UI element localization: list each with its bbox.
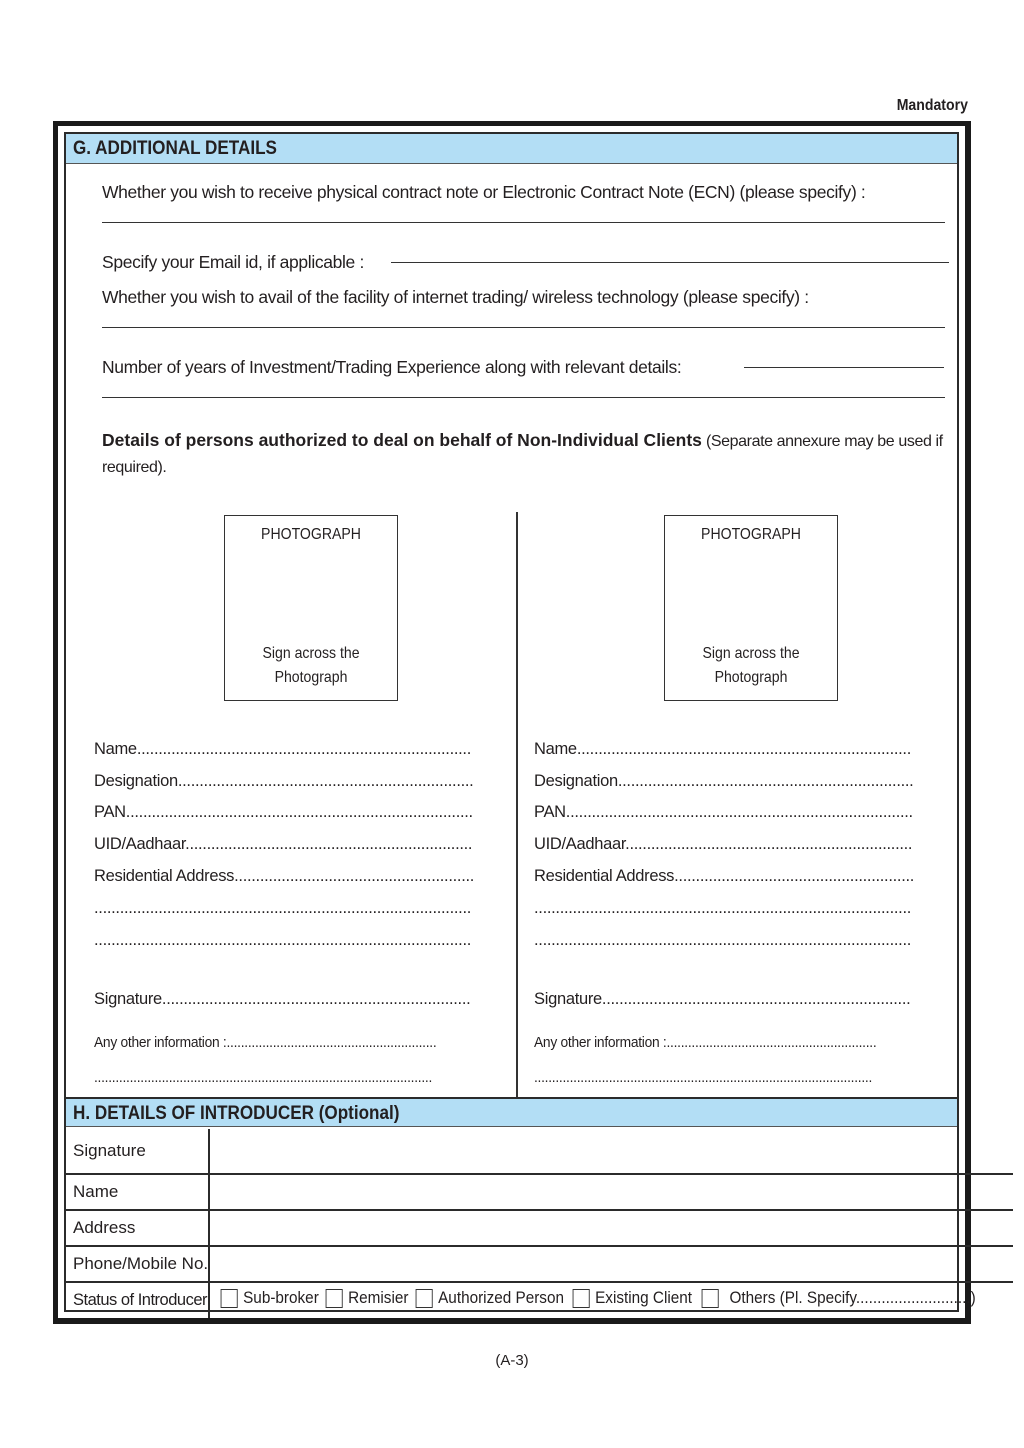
phone-input[interactable] (209, 1246, 1012, 1282)
name-label: Name (66, 1174, 209, 1210)
status-options (209, 1282, 1012, 1318)
checkbox-icon[interactable] (416, 1289, 433, 1308)
person-1-other-info-field[interactable]: Any other information :........................................................... (94, 1034, 437, 1051)
person-1-designation-field[interactable]: Designation..................................................................... (94, 772, 474, 790)
photo-label: PHOTOGRAPH (701, 526, 801, 543)
photo-sign-label: Sign across the Photograph (262, 645, 360, 686)
person-2-signature-field[interactable]: Signature........................................................................ (534, 990, 911, 1008)
signature-label: Signature (66, 1129, 209, 1174)
person-2-name-field[interactable]: Name.............................................................................. (534, 740, 911, 758)
person-1-signature-field[interactable]: Signature........................................................................ (94, 990, 471, 1008)
person-1-address-field[interactable]: Residential Address........................................................ (94, 867, 475, 885)
option-label: Authorized Person (438, 1288, 565, 1308)
form-outer-border (53, 121, 976, 1324)
person-2-other-info-field[interactable]: Any other information :........................................................... (534, 1034, 877, 1051)
ecn-question: Whether you wish to receive physical contract note or Electronic Contract Note (ECN) (please specify) : (102, 182, 866, 202)
person-1-other-info-line-2[interactable]: ............................................................................................... (94, 1069, 433, 1086)
email-answer-line[interactable] (391, 262, 949, 263)
mandatory-label: Mandatory (896, 97, 968, 114)
option-label: Remisier (348, 1288, 409, 1308)
experience-answer-line-2[interactable] (102, 397, 945, 398)
person-2-designation-field[interactable]: Designation..................................................................... (534, 772, 914, 790)
person-1-address-line-2[interactable]: ........................................................................................ (94, 899, 472, 917)
persons-column-divider (516, 512, 518, 1097)
signature-input[interactable] (209, 1129, 1012, 1174)
introducer-row-signature (66, 1129, 1013, 1174)
phone-label: Phone/Mobile No. (66, 1246, 209, 1282)
person-1-uid-field[interactable]: UID/Aadhaar................................................................... (94, 835, 473, 853)
introducer-row-phone (66, 1246, 1013, 1282)
authorized-persons-intro (102, 428, 952, 480)
introducer-table (66, 1129, 1013, 1318)
section-g-title: G. ADDITIONAL DETAILS (73, 138, 277, 159)
authorized-persons-note: (Separate annexure may be used if required). (102, 433, 943, 476)
person-2-address-line-3[interactable]: ........................................................................................ (534, 931, 912, 949)
option-label: Sub-broker (243, 1288, 319, 1308)
person-2-address-field[interactable]: Residential Address........................................................ (534, 867, 915, 885)
checkbox-icon[interactable] (221, 1289, 238, 1308)
introducer-row-name (66, 1174, 1013, 1210)
option-label: Existing Client (595, 1288, 693, 1308)
checkbox-icon[interactable] (326, 1289, 343, 1308)
person-2-address-line-2[interactable]: ........................................................................................ (534, 899, 912, 917)
option-label: Others (Pl. Specify...........................) (729, 1288, 976, 1308)
status-option-others[interactable] (698, 1288, 976, 1308)
status-option-remisier[interactable] (322, 1288, 408, 1308)
status-option-authorized-person[interactable] (412, 1288, 564, 1308)
address-input[interactable] (209, 1210, 1012, 1246)
introducer-row-status (66, 1282, 1013, 1318)
experience-answer-line-1[interactable] (744, 367, 944, 368)
page-number: (A-3) (495, 1352, 529, 1369)
checkbox-icon[interactable] (702, 1289, 719, 1308)
photo-box-person-2[interactable] (664, 515, 838, 701)
authorized-persons-title: Details of persons authorized to deal on behalf of Non-Individual Clients (102, 430, 702, 450)
person-1-address-line-3[interactable]: ........................................................................................ (94, 931, 472, 949)
email-question: Specify your Email id, if applicable : (102, 252, 364, 272)
introducer-row-address (66, 1210, 1013, 1246)
status-label: Status of Introducer (66, 1282, 209, 1318)
photo-sign-label: Sign across the Photograph (702, 645, 800, 686)
ecn-answer-line[interactable] (102, 222, 945, 223)
name-input[interactable] (209, 1174, 1012, 1210)
photo-label: PHOTOGRAPH (261, 526, 361, 543)
section-g-header (66, 134, 957, 164)
person-1-name-field[interactable]: Name.............................................................................. (94, 740, 471, 758)
form-inner-border (64, 132, 976, 1312)
person-2-uid-field[interactable]: UID/Aadhaar................................................................... (534, 835, 913, 853)
checkbox-icon[interactable] (573, 1289, 590, 1308)
person-2-other-info-line-2[interactable]: ............................................................................................... (534, 1069, 873, 1086)
section-h-title: H. DETAILS OF INTRODUCER (Optional) (73, 1103, 400, 1124)
status-option-sub-broker[interactable] (217, 1288, 319, 1308)
person-2-pan-field[interactable]: PAN................................................................................. (534, 803, 913, 821)
section-h-header (66, 1097, 957, 1127)
experience-question: Number of years of Investment/Trading Experience along with relevant details: (102, 357, 682, 377)
person-1-pan-field[interactable]: PAN................................................................................. (94, 803, 473, 821)
address-label: Address (66, 1210, 209, 1246)
status-option-existing-client[interactable] (569, 1288, 692, 1308)
internet-trading-question: Whether you wish to avail of the facility of internet trading/ wireless technology (please specify) : (102, 287, 809, 307)
internet-trading-answer-line[interactable] (102, 327, 945, 328)
photo-box-person-1[interactable] (224, 515, 398, 701)
